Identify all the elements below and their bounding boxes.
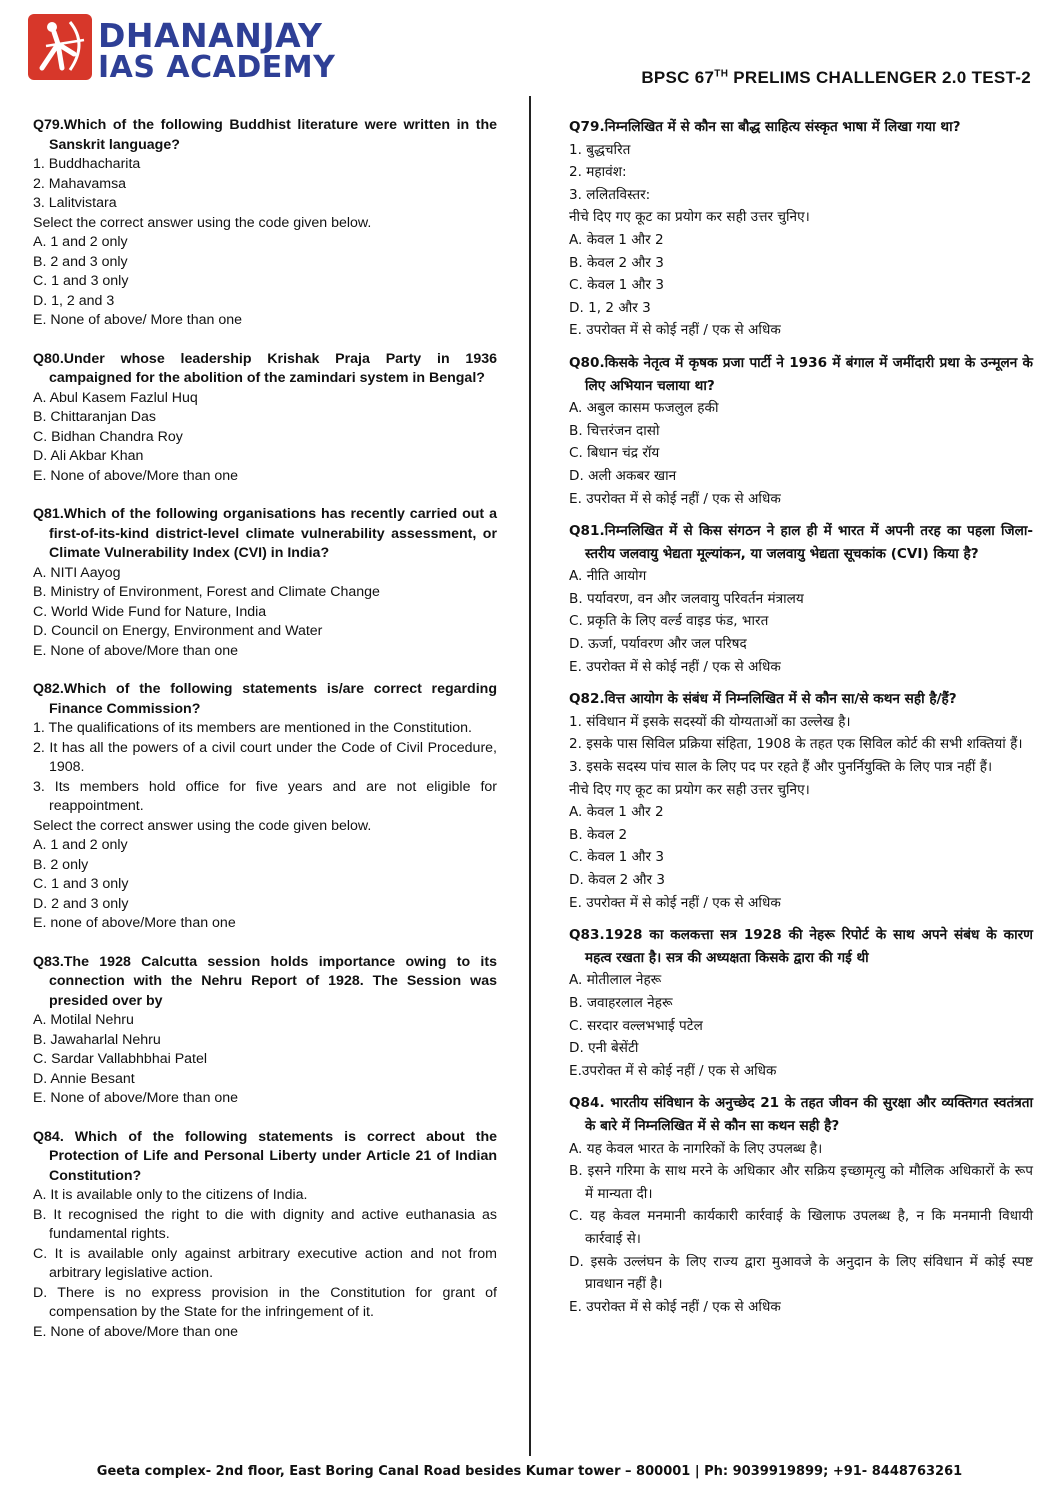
- question-line: 3. इसके सदस्य पांच साल के लिए पद पर रहते हैं और पुनर्नियुक्ति के लिए पात्र नहीं हैं।: [569, 759, 993, 776]
- question-line: B. 2 and 3 only: [33, 253, 128, 270]
- question-line: D. There is no express provision in the Constitution for grant of compensation by the State for the infringement of it.: [33, 1284, 497, 1320]
- en-question-6: [33, 1128, 497, 1343]
- question-line: 3. ललितविस्तर:: [569, 186, 651, 203]
- test-title-post: PRELIMS CHALLENGER 2.0 TEST-2: [728, 68, 1031, 87]
- question-line: B. केवल 2: [569, 826, 628, 843]
- question-line: 2. It has all the powers of a civil court under the Code of Civil Procedure, 1908.: [33, 739, 497, 775]
- en-question-3: [33, 505, 497, 661]
- question-line: नीचे दिए गए कूट का प्रयोग कर सही उत्तर चुनिए।: [569, 209, 810, 226]
- question-line: C. 1 and 3 only: [33, 273, 129, 289]
- question-text: Q79.निम्नलिखित में से कौन सा बौद्ध साहित्य संस्कृत भाषा में लिखा गया था?: [569, 119, 961, 135]
- question-line: E. उपरोक्त में से कोई नहीं / एक से अधिक: [569, 658, 781, 675]
- en-question-5: [33, 953, 497, 1109]
- question-line: E. None of above/ More than one: [33, 312, 243, 328]
- question-line: E.उपरोक्त में से कोई नहीं / एक से अधिक: [569, 1062, 777, 1079]
- question-line: C. केवल 1 और 3: [569, 277, 665, 294]
- question-line: C. यह केवल मनमानी कार्यकारी कार्रवाई के खिलाफ उपलब्ध है, न कि मनमानी विधायी कार्रवाई से।: [569, 1208, 1033, 1247]
- question-line: A. केवल 1 और 2: [569, 804, 664, 821]
- logo-text-line1: DHANANJAY: [98, 16, 323, 55]
- hi-question-4: [569, 688, 1033, 914]
- question-line: 2. महावंश:: [569, 164, 627, 181]
- question-text: Q80.Under whose leadership Krishak Praja Party in 1936 campaigned for the abolition of the zamindari system in Bengal?: [33, 350, 497, 386]
- question-text: Q83.The 1928 Calcutta session holds importance owing to its connection with the Nehru Report of 1928. The Session was presided over by: [33, 953, 497, 1009]
- question-line: A. नीति आयोग: [569, 568, 647, 585]
- question-line: C. Sardar Vallabhbhai Patel: [33, 1051, 208, 1067]
- question-line: नीचे दिए गए कूट का प्रयोग कर सही उत्तर चुनिए।: [569, 781, 810, 798]
- question-line: D. 1, 2 and 3: [33, 292, 115, 309]
- question-line: 3. Lalitvistara: [33, 195, 117, 211]
- column-divider: [529, 96, 531, 1456]
- question-line: C. It is available only against arbitrary executive action and not from arbitrary legislative action.: [33, 1245, 497, 1281]
- question-line: E. None of above/More than one: [33, 1090, 239, 1106]
- question-line: A. मोतीलाल नेहरू: [569, 972, 662, 989]
- question-line: D. केवल 2 और 3: [569, 872, 666, 888]
- question-line: Select the correct answer using the code given below.: [33, 214, 372, 231]
- question-line: 1. Buddhacharita: [33, 156, 141, 172]
- question-line: C. World Wide Fund for Nature, India: [33, 603, 267, 620]
- question-line: B. केवल 2 और 3: [569, 254, 664, 271]
- question-line: D. 2 and 3 only: [33, 895, 129, 912]
- question-line: 1. संविधान में इसके सदस्यों की योग्यताओं का उल्लेख है।: [569, 713, 851, 730]
- question-line: D. Annie Besant: [33, 1070, 135, 1087]
- question-line: C. केवल 1 और 3: [569, 849, 665, 866]
- question-line: D. ऊर्जा, पर्यावरण और जल परिषद: [569, 636, 747, 653]
- question-line: A. Abul Kasem Fazlul Huq: [33, 389, 198, 406]
- question-line: B. जवाहरलाल नेहरू: [569, 994, 673, 1011]
- en-question-2: [33, 350, 497, 487]
- question-line: D. इसके उल्लंघन के लिए राज्य द्वारा मुआवजे के अनुदान के लिए संविधान में कोई स्पष्ट प्रावधान नहीं है।: [569, 1253, 1033, 1293]
- question-text: Q79.Which of the following Buddhist literature were written in the Sanskrit language?: [33, 117, 497, 153]
- question-line: D. एनी बेसेंटी: [569, 1040, 639, 1057]
- question-line: C. बिधान चंद्र रॉय: [569, 445, 660, 462]
- logo-text-line2: IAS ACADEMY: [98, 50, 336, 85]
- question-line: Select the correct answer using the code given below.: [33, 817, 372, 834]
- hi-question-6: [569, 1092, 1033, 1318]
- archer-logo-icon: [28, 14, 92, 80]
- hindi-column: [569, 116, 1033, 1328]
- hi-question-3: [569, 520, 1033, 678]
- question-line: E. None of above/More than one: [33, 1323, 239, 1340]
- question-line: C. सरदार वल्लभभाई पटेल: [569, 1017, 703, 1034]
- question-line: C. 1 and 3 only: [33, 876, 129, 892]
- question-line: A. अबुल कासम फजलुल हकी: [569, 400, 719, 417]
- question-line: A. It is available only to the citizens of India.: [33, 1187, 308, 1203]
- question-text: Q84. Which of the following statements is correct about the Protection of Life and Personal Liberty under Article 21 of Indian Constitution?: [33, 1128, 497, 1184]
- academy-logo: [28, 14, 338, 86]
- question-line: A. यह केवल भारत के नागरिकों के लिए उपलब्ध है।: [569, 1140, 823, 1157]
- test-title-sup: TH: [714, 68, 729, 80]
- question-line: D. Ali Akbar Khan: [33, 448, 144, 464]
- question-line: E. उपरोक्त में से कोई नहीं / एक से अधिक: [569, 1298, 781, 1315]
- hi-question-2: [569, 352, 1033, 510]
- page-header: [0, 0, 1059, 108]
- question-line: B. 2 only: [33, 856, 89, 873]
- question-line: B. Ministry of Environment, Forest and Climate Change: [33, 584, 380, 600]
- question-line: D. अली अकबर खान: [569, 467, 677, 484]
- english-column: [33, 116, 497, 1361]
- question-text: Q81.निम्नलिखित में से किस संगठन ने हाल ही में भारत में अपनी तरह का पहला जिला-स्तरीय जलवायु भेद्यता मूल्यांकन, या जलवायु भेद्यता सूचकांक (CVI) किया है?: [569, 523, 1033, 562]
- question-line: B. Jawaharlal Nehru: [33, 1031, 161, 1048]
- en-question-4: [33, 680, 497, 934]
- question-line: C. Bidhan Chandra Roy: [33, 428, 183, 445]
- question-line: B. It recognised the right to die with dignity and active euthanasia as fundamental rights.: [33, 1206, 497, 1242]
- question-text: Q81.Which of the following organisations has recently carried out a first-of-its-kind district-level climate vulnerability assessment, or Climate Vulnerability Index (CVI) in India?: [33, 506, 497, 561]
- question-line: B. इसने गरिमा के साथ मरने के अधिकार और सक्रिय इच्छामृत्यु को मौलिक अधिकारों के रूप में मान्यता दी।: [569, 1163, 1033, 1202]
- question-line: E. उपरोक्त में से कोई नहीं / एक से अधिक: [569, 490, 781, 507]
- question-text: Q84. भारतीय संविधान के अनुच्छेद 21 के तहत जीवन की सुरक्षा और व्यक्तिगत स्वतंत्रता के बारे में निम्नलिखित में से कौन सा कथन सही है?: [569, 1095, 1033, 1134]
- question-line: A. NITI Aayog: [33, 564, 121, 581]
- question-line: E. none of above/More than one: [33, 915, 236, 931]
- question-line: A. 1 and 2 only: [33, 234, 128, 250]
- question-line: 1. The qualifications of its members are mentioned in the Constitution.: [33, 720, 472, 736]
- hi-question-5: [569, 924, 1033, 1082]
- question-line: E. None of above/More than one: [33, 642, 239, 659]
- question-line: C. प्रकृति के लिए वर्ल्ड वाइड फंड, भारत: [569, 613, 769, 630]
- question-line: B. Chittaranjan Das: [33, 409, 157, 425]
- question-line: B. पर्यावरण, वन और जलवायु परिवर्तन मंत्रालय: [569, 590, 804, 607]
- question-line: 3. Its members hold office for five years and are not eligible for reappointment.: [33, 778, 497, 814]
- page-footer: Geeta complex- 2nd floor, East Boring Canal Road besides Kumar tower – 800001 | Ph: 9039919899; +91- 8448763261: [96, 1464, 963, 1479]
- test-title: [641, 68, 1031, 88]
- question-text: Q82.Which of the following statements is/are correct regarding Finance Commission?: [33, 681, 497, 717]
- question-line: E. उपरोक्त में से कोई नहीं / एक से अधिक: [569, 894, 781, 911]
- question-line: A. केवल 1 और 2: [569, 231, 664, 248]
- question-line: D. Council on Energy, Environment and Water: [33, 623, 323, 639]
- question-line: 1. बुद्धचरित: [569, 141, 631, 158]
- question-text: Q83.1928 का कलकत्ता सत्र 1928 की नेहरू रिपोर्ट के साथ अपने संबंध के कारण महत्व रखता है। सत्र की अध्यक्षता किसके द्वारा की गई थी: [569, 927, 1033, 966]
- question-line: A. Motilal Nehru: [33, 1012, 134, 1028]
- question-line: B. चित्तरंजन दासो: [569, 422, 660, 439]
- question-line: 2. Mahavamsa: [33, 175, 127, 192]
- question-text: Q80.किसके नेतृत्व में कृषक प्रजा पार्टी ने 1936 में बंगाल में जमींदारी प्रथा के उन्मूलन के लिए अभियान चलाया था?: [569, 354, 1033, 394]
- hi-question-1: [569, 116, 1033, 342]
- question-line: E. उपरोक्त में से कोई नहीं / एक से अधिक: [569, 322, 781, 339]
- question-line: A. 1 and 2 only: [33, 837, 128, 853]
- en-question-1: [33, 116, 497, 331]
- question-text: Q82.वित्त आयोग के संबंध में निम्नलिखित में से कौन सा/से कथन सही है/हैं?: [569, 691, 957, 708]
- question-line: D. 1, 2 और 3: [569, 299, 651, 316]
- question-line: E. None of above/More than one: [33, 467, 239, 484]
- test-title-pre: BPSC 67: [641, 68, 715, 87]
- question-line: 2. इसके पास सिविल प्रक्रिया संहिता, 1908 के तहत एक सिविल कोर्ट की सभी शक्तियां हैं।: [569, 736, 1023, 753]
